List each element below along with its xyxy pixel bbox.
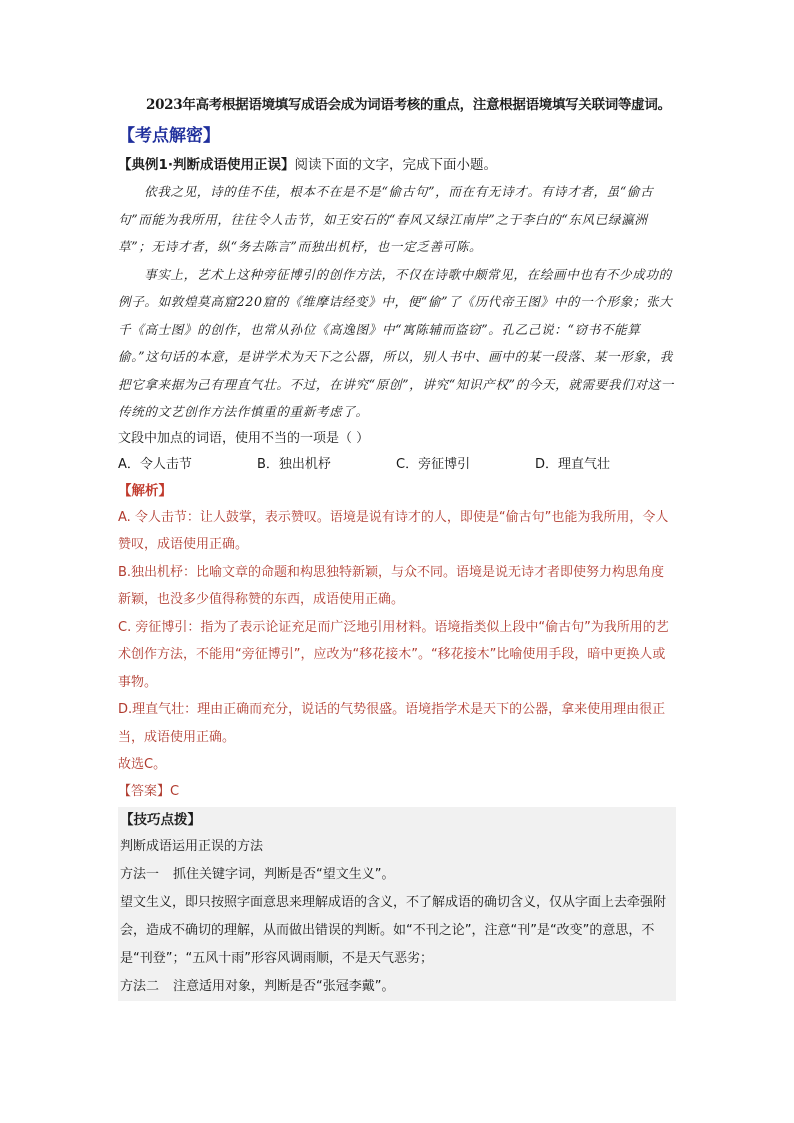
document-page — [118, 92, 676, 1001]
passage-paragraph-2: 事实上，艺术上这种旁征博引的创作方法，不仅在诗歌中颇常见，在绘画中也有不少成功的例子。如敦煌莫高窟220窟的《维摩诘经变》中，便“偷”了《历代帝王图》中的一个形象；张大千《高士图》的创作，也常从孙位《高逸图》中“寓陈辅而盗窃”。孔乙己说：“窃书不能算偷。”这句话的本意，是讲学术为天下之公器，所以，别人书中、画中的某一段落、某一形象，我把它拿来据为己有理直气壮。不过，在讲究“原创”，讲究“知识产权”的今天，就需要我们对这一传统的文艺创作方法作慎重的重新考虑了。 — [118, 266, 674, 419]
analysis-a: A. 令人击节：让人鼓掌，表示赞叹。语境是说有诗才的人，即使是“偷古句”也能为我所用，令人赞叹，成语使用正确。 — [118, 509, 669, 552]
question-text: 文段中加点的词语，使用不当的一项是（ ） — [118, 430, 370, 446]
analysis-d: D.理直气壮：理由正确而充分，说话的气势很盛。语境指学术是天下的公器，拿来使用理由很正当，成语使用正确。 — [118, 702, 666, 745]
example-instruction: 阅读下面的文字，完成下面小题。 — [294, 157, 498, 173]
method-two — [120, 973, 674, 1001]
option-a: A．令人击节 — [118, 456, 192, 472]
analysis-c: C. 旁征博引：指为了表示论证充足而广泛地引用材料。语境指类似上段中“偷古句”为我所用的艺术创作方法，不能用“旁征博引”，应改为“移花接木”。“移花接木”比喻使用手段，暗中更换人或事物。 — [118, 619, 669, 690]
example-tag: 【典例1·判断成语使用正误】 — [118, 157, 295, 173]
option-d: D．理直气壮 — [535, 456, 611, 472]
analysis-label: 【解析】 — [118, 482, 172, 499]
method-one — [120, 861, 674, 889]
tips-title: 【技巧点拨】 — [120, 811, 201, 828]
answer-line: 【答案】C — [118, 783, 180, 799]
method-two-text: 注意适用对象，判断是否“张冠李戴”。 — [173, 978, 395, 994]
tips-heading: 判断成语运用正误的方法 — [120, 838, 264, 854]
analysis-b: B.独出机杼：比喻文章的命题和构思独特新颖，与众不同。语境是说无诗才者即使努力构思角度新颖，也没多少值得称赞的东西，成语使用正确。 — [118, 564, 665, 607]
method-one-explanation: 望文生义，即只按照字面意思来理解成语的含义，不了解成语的确切含义，仅从字面上去牵强附会，造成不确切的理解，从而做出错误的判断。如“不刊之论”，注意“刊”是“改变”的意思，不是“刊登”；“五风十雨”形容风调雨顺，不是天气恶劣； — [120, 894, 667, 966]
passage-paragraph-1: 依我之见，诗的佳不佳，根本不在是不是“偷古句”，而在有无诗才。有诗才者，虽“偷古句”而能为我所用，往往令人击节，如王安石的“春风又绿江南岸”之于李白的“东风已绿瀛洲草”；无诗才者，纵“务去陈言”而独出机杼，也一定乏善可陈。 — [118, 184, 654, 254]
option-c: C．旁征博引 — [396, 456, 471, 472]
method-two-label: 方法二 — [120, 978, 160, 994]
method-one-text: 抓住关键字词，判断是否“望文生义”。 — [173, 866, 395, 882]
section-title: 【考点解密】 — [118, 126, 220, 146]
method-one-label: 方法一 — [120, 866, 160, 882]
options-row — [118, 452, 676, 478]
intro-paragraph: 2023年高考根据语境填写成语会成为词语考核的重点，注意根据语境填写关联词等虚词。 — [146, 97, 671, 113]
tips-box — [118, 807, 676, 1001]
option-b: B．独出机杼 — [257, 456, 331, 472]
example-heading — [118, 152, 676, 178]
analysis-conclusion: 故选C。 — [118, 757, 167, 772]
